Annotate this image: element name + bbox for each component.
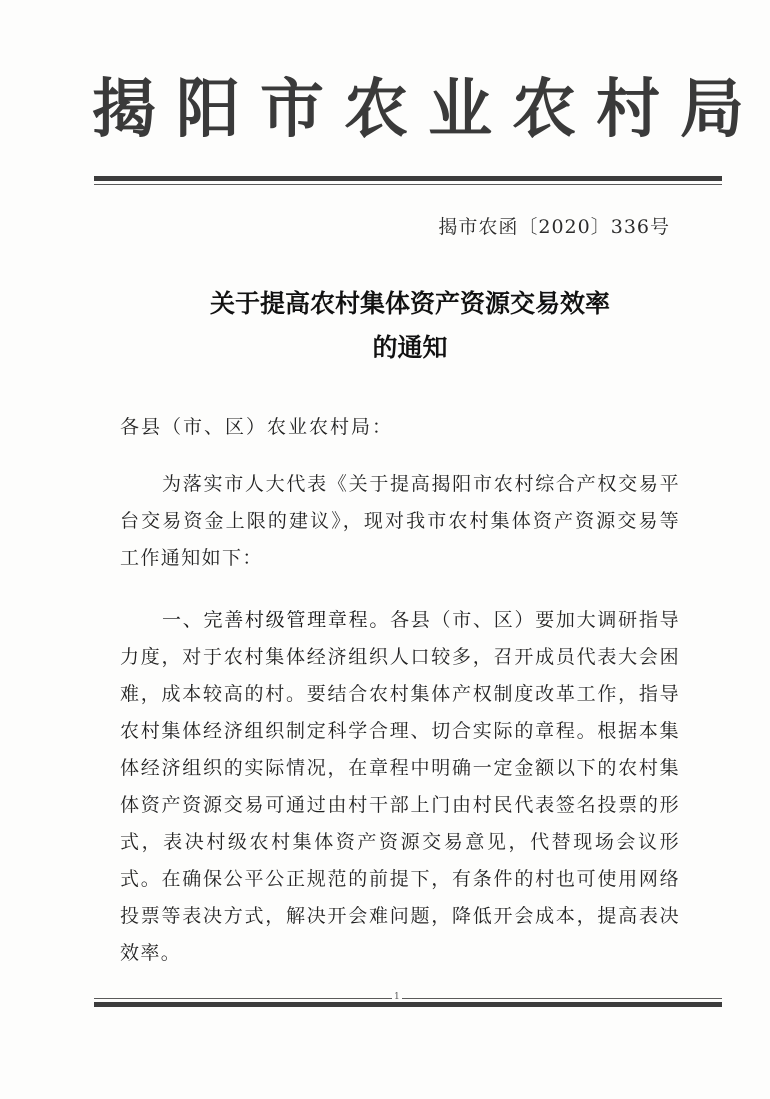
- section-1-text: 各县（市、区）要加大调研指导力度，对于农村集体经济组织人口较多，召开成员代表大会困难，成本较高的村。要结合农村集体产权制度改革工作，指导农村集体经济组织制定科学合理、切合实际的章程。根据本集体经济组织的实际情况，在章程中明确一定金额以下的农村集体资产资源交易可通过由村干部上门由村民代表签名投票的形式，表决村级农村集体资产资源交易意见，代替现场会议形式。在确保公平公正规范的前提下，有条件的村也可使用网络投票等表决方式，解决开会难问题，降低开会成本，提高表决效率。: [120, 609, 680, 964]
- salutation: 各县（市、区）农业农村局：: [120, 416, 394, 438]
- document-number: 揭市农函〔2020〕336号: [438, 216, 670, 238]
- notice-title-line1: 关于提高农村集体资产资源交易效率: [209, 289, 610, 318]
- notice-title: [100, 282, 720, 370]
- section-1-paragraph: [120, 602, 680, 972]
- notice-title-line2: 的通知: [372, 333, 448, 362]
- section-1-heading: 一、完善村级管理章程。: [162, 609, 391, 631]
- footer-rule-thin: [94, 998, 722, 999]
- letterhead-rule-thick: [94, 176, 722, 181]
- footer-rule-thick: [94, 1002, 722, 1007]
- letterhead-rule-thin: [94, 184, 722, 185]
- page-number: 1: [394, 992, 400, 1002]
- agency-letterhead: 揭阳市农业农村局: [92, 73, 764, 147]
- intro-paragraph: 为落实市人大代表《关于提高揭阳市农村综合产权交易平台交易资金上限的建议》，现对我市农村集体资产资源交易等工作通知如下：: [120, 473, 680, 569]
